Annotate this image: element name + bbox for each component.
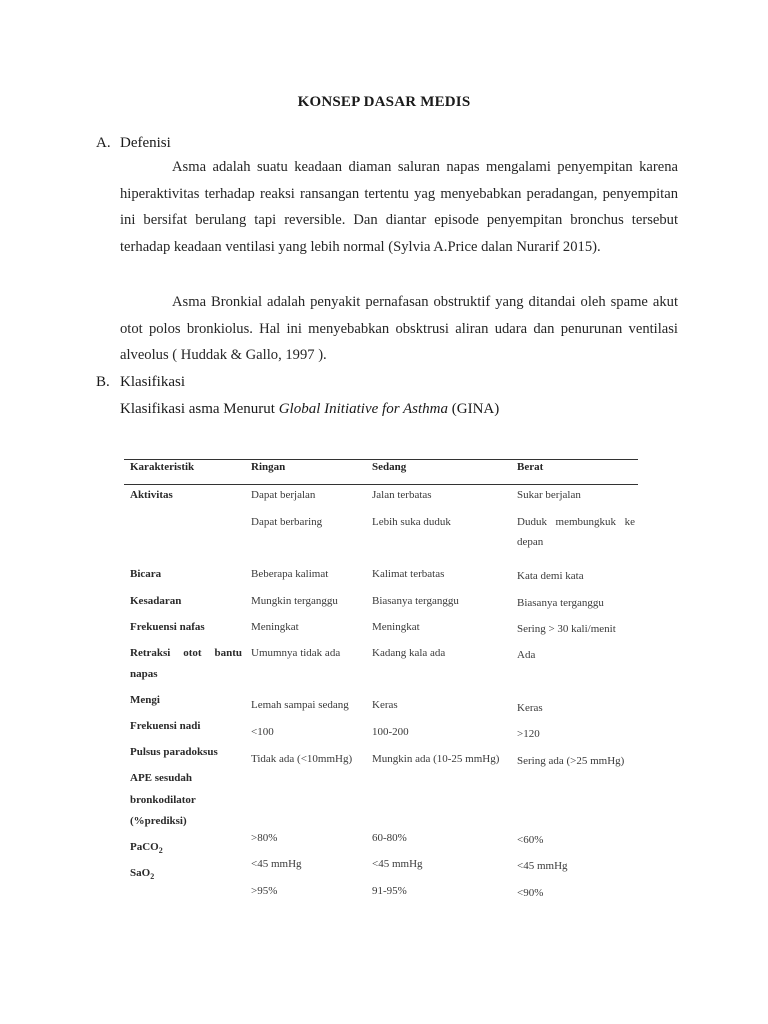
row-label-bicara: Bicara [130, 568, 162, 580]
cell-retraksi-sedang: Kadang kala ada [372, 647, 446, 659]
cell-aktivitas-berat-2a: Duduk membungkuk ke [517, 516, 635, 528]
cell-ape-ringan: >80% [251, 832, 278, 844]
row-label-ape-2: bronkodilator [130, 794, 196, 806]
classification-intro-prefix: Klasifikasi asma Menurut [120, 401, 279, 417]
section-b-marker: B. [96, 374, 110, 390]
row-label-frekuensi-nadi: Frekuensi nadi [130, 720, 201, 732]
cell-ape-berat: <60% [517, 834, 544, 846]
cell-bicara-sedang: Kalimat terbatas [372, 568, 445, 580]
cell-frekuensi-nafas-ringan: Meningkat [251, 621, 299, 633]
definition-paragraph-1: Asma adalah suatu keadaan diaman saluran napas mengalami penyempitan karena hiperaktivitas terhadap reaksi ransangan tertentu yag menyebabkan peradangan, penyempitan ini bersifat berulang tapi reversible. Dan diantar episode penyempitan bronchus tersebut terhadap keadaan ventilasi yang lebih normal (Sylvia A.Price dalan Nurarif 2015). [120, 159, 678, 255]
classification-intro [120, 401, 499, 418]
cell-mengi-ringan: Lemah sampai sedang [251, 699, 349, 711]
cell-aktivitas-sedang-1: Jalan terbatas [372, 489, 432, 501]
row-label-sao2 [130, 862, 242, 888]
cell-sao2-sedang: 91-95% [372, 885, 407, 897]
row-label-frekuensi-nafas: Frekuensi nafas [130, 621, 205, 633]
cell-frekuensi-nafas-berat: Sering > 30 kali/menit [517, 623, 616, 635]
section-b-heading [96, 374, 185, 391]
section-a-title: Defenisi [120, 135, 171, 151]
row-label-retraksi-1: Retraksi otot bantu [130, 647, 242, 659]
cell-pulsus-berat: Sering ada (>25 mmHg) [517, 755, 625, 767]
cell-aktivitas-ringan-1: Dapat berjalan [251, 489, 316, 501]
cell-aktivitas-berat-2b: depan [517, 536, 544, 548]
cell-mengi-sedang: Keras [372, 699, 398, 711]
cell-paco2-sedang: <45 mmHg [372, 858, 423, 870]
cell-retraksi-ringan: Umumnya tidak ada [251, 647, 341, 659]
sao2-label-main: SaO [130, 867, 151, 879]
header-berat: Berat [517, 461, 544, 473]
sao2-label-sub: 2 [150, 872, 155, 882]
classification-intro-source: Global Initiative for Asthma [278, 401, 449, 417]
cell-retraksi-berat: Ada [517, 649, 536, 661]
cell-paco2-ringan: <45 mmHg [251, 858, 302, 870]
cell-pulsus-sedang: Mungkin ada (10-25 mmHg) [372, 753, 500, 765]
row-label-mengi: Mengi [130, 694, 160, 706]
paco2-label-main: PaCO [130, 841, 159, 853]
cell-mengi-berat: Keras [517, 702, 543, 714]
paco2-label-sub: 2 [158, 846, 163, 856]
row-label-kesadaran: Kesadaran [130, 595, 182, 607]
cell-bicara-berat: Kata demi kata [517, 570, 584, 582]
row-label-aktivitas: Aktivitas [130, 489, 173, 501]
cell-frekuensi-nadi-berat: >120 [517, 728, 540, 740]
header-karakteristik: Karakteristik [130, 461, 195, 473]
cell-aktivitas-sedang-2: Lebih suka duduk [372, 516, 451, 528]
section-a-heading [96, 135, 171, 152]
cell-kesadaran-berat: Biasanya terganggu [517, 597, 604, 609]
cell-pulsus-ringan: Tidak ada (<10mmHg) [251, 753, 353, 765]
cell-bicara-ringan: Beberapa kalimat [251, 568, 329, 580]
section-a-marker: A. [96, 135, 111, 151]
section-b-title: Klasifikasi [120, 374, 185, 390]
cell-frekuensi-nadi-ringan: <100 [251, 726, 274, 738]
header-ringan: Ringan [251, 461, 286, 473]
cell-kesadaran-ringan: Mungkin terganggu [251, 595, 338, 607]
header-sedang: Sedang [372, 461, 407, 473]
classification-intro-suffix: (GINA) [448, 401, 500, 417]
cell-sao2-berat: <90% [517, 887, 544, 899]
cell-aktivitas-berat-1: Sukar berjalan [517, 489, 581, 501]
cell-aktivitas-ringan-2: Dapat berbaring [251, 516, 323, 528]
cell-kesadaran-sedang: Biasanya terganggu [372, 595, 459, 607]
row-label-pulsus-paradoksus: Pulsus paradoksus [130, 746, 218, 758]
gina-classification-table [118, 453, 644, 905]
row-label-retraksi-2: napas [130, 668, 158, 680]
definition-paragraph-2: Asma Bronkial adalah penyakit pernafasan obstruktif yang ditandai oleh spame akut otot polos bronkiolus. Hal ini menyebabkan obsktrusi aliran udara dan penurunan ventilasi alveolus ( Huddak & Gallo, 1997 ). [120, 294, 678, 363]
row-label-paco2 [130, 836, 242, 862]
row-label-ape-3: (%prediksi) [130, 815, 187, 827]
cell-frekuensi-nafas-sedang: Meningkat [372, 621, 420, 633]
page-title: KONSEP DASAR MEDIS [297, 94, 471, 110]
cell-sao2-ringan: >95% [251, 885, 278, 897]
row-label-ape-1: APE sesudah [130, 772, 193, 784]
cell-ape-sedang: 60-80% [372, 832, 407, 844]
cell-frekuensi-nadi-sedang: 100-200 [372, 726, 409, 738]
cell-paco2-berat: <45 mmHg [517, 860, 568, 872]
